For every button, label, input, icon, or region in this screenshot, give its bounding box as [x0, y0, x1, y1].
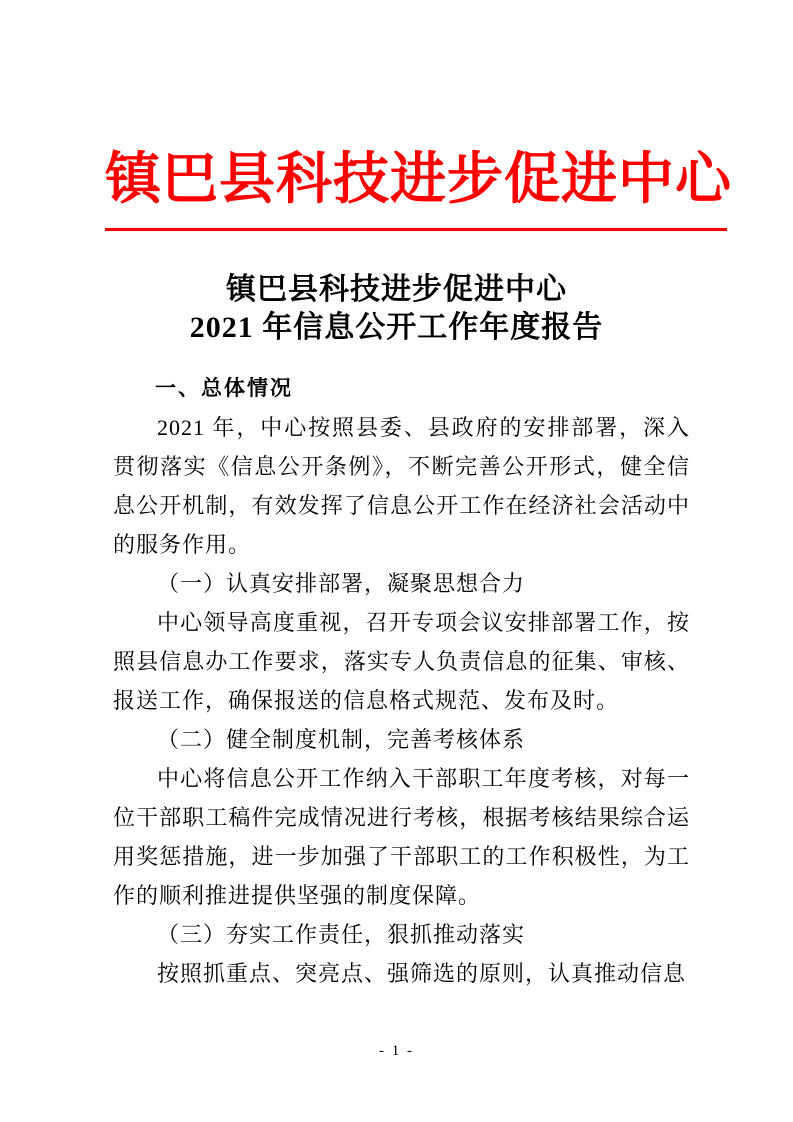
document-title — [0, 271, 793, 347]
sub-heading: （二）健全制度机制，完善考核体系 — [157, 727, 526, 752]
page-number: - 1 - — [379, 1043, 414, 1059]
paragraph: 中心将信息公开工作纳入干部职工年度考核，对每一位干部职工稿件完成情况进行考核，根据考核结果综合运用奖惩措施，进一步加强了干部职工的工作积极性，为工作的顺利推进提供坚强的制度保障。 — [113, 766, 690, 908]
page-footer — [0, 1041, 793, 1061]
letterhead — [105, 149, 732, 231]
sub-heading: （三）夯实工作责任，狠抓推动落实 — [157, 922, 526, 947]
letterhead-title: 镇巴县科技进步促进中心 — [105, 149, 732, 211]
sub-heading: （一）认真安排部署，凝聚思想合力 — [157, 571, 526, 596]
paragraph: 2021 年，中心按照县委、县政府的安排部署，深入贯彻落实《信息公开条例》，不断完善公开形式，健全信息公开机制，有效发挥了信息公开工作在经济社会活动中的服务作用。 — [113, 415, 690, 557]
paragraph: 按照抓重点、突亮点、强筛选的原则，认真推动信息 — [157, 961, 687, 986]
document-body — [113, 369, 690, 993]
document-title-line2: 2021 年信息公开工作年度报告 — [189, 311, 604, 344]
paragraph: 中心领导高度重视，召开专项会议安排部署工作，按照县信息办工作要求，落实专人负责信息的征集、审核、报送工作，确保报送的信息格式规范、发布及时。 — [113, 610, 690, 713]
document-title-line1: 镇巴县科技进步促进中心 — [226, 273, 567, 306]
section-heading: 一、总体情况 — [155, 377, 293, 400]
letterhead-rule — [105, 228, 727, 231]
